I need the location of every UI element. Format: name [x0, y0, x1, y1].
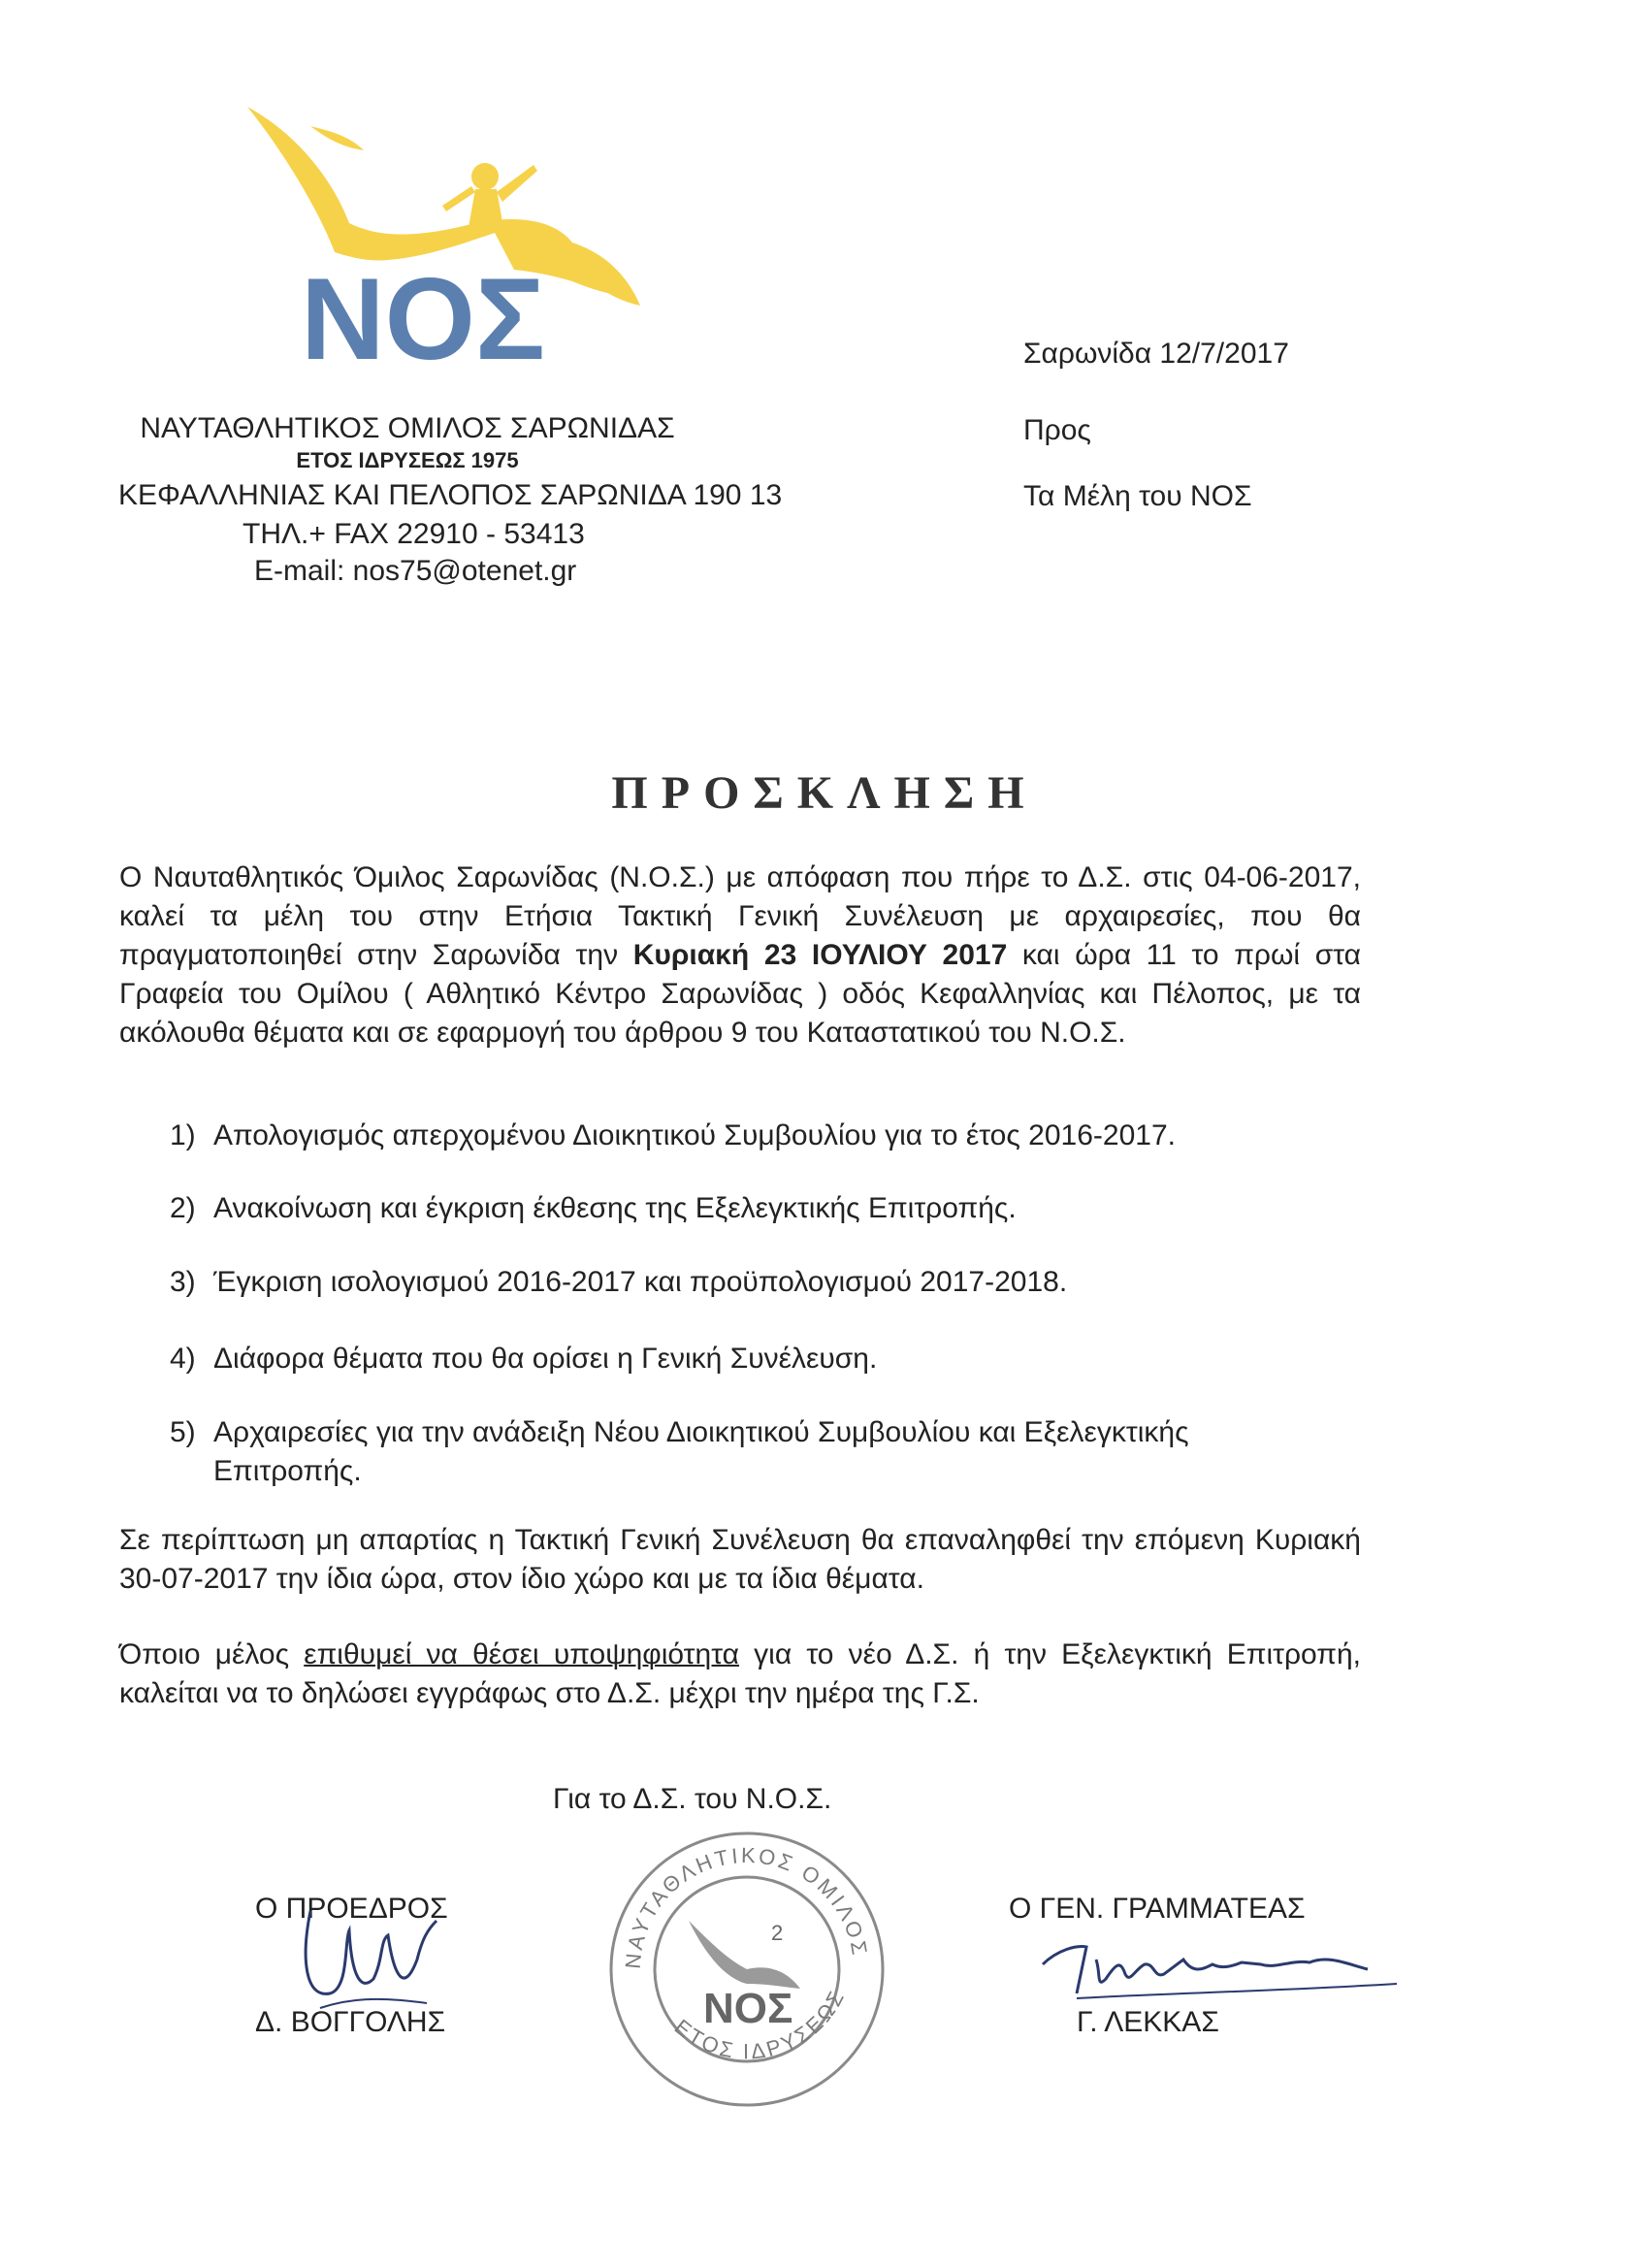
- club-name: ΝΑΥΤΑΘΛΗΤΙΚΟΣ ΟΜΙΛΟΣ ΣΑΡΩΝΙΔΑΣ: [140, 412, 675, 444]
- agenda-item-3: 3) Έγκριση ισολογισμού 2016-2017 και προϋπολογισμού 2017-2018.: [170, 1266, 1068, 1298]
- svg-text:ΝΑΥΤΑΘΛΗΤΙΚΟΣ ΟΜΙΛΟΣ ΣΑΡΩΝΙΔΑΣ: [601, 1824, 873, 1970]
- president-signature: [291, 1901, 446, 2037]
- intro-paragraph: [119, 859, 1361, 1053]
- club-stamp: [601, 1824, 892, 2115]
- president-name: Δ. ΒΟΓΓΟΛΗΣ: [255, 2006, 446, 2038]
- club-email: E-mail: nos75@otenet.gr: [254, 555, 577, 587]
- founded-year: ΕΤΟΣ ΙΔΡΥΣΕΩΣ 1975: [296, 448, 519, 472]
- agenda-item-2: 2) Ανακοίνωση και έγκριση έκθεσης της Εξελεγκτικής Επιτροπής.: [170, 1192, 1017, 1224]
- club-address: ΚΕΦΑΛΛΗΝΙΑΣ ΚΑΙ ΠΕΛΟΠΟΣ ΣΑΡΩΝΙΔΑ 190 13: [118, 479, 783, 511]
- intro-text-cont: και ώρα 11 το πρωί στα Γραφεία του Ομίλου ( Αθλητικό Κέντρο Σαρωνίδας ) οδός Κεφαλληνίας και Πέλοπος, με τα ακόλουθα θέματα και σε εφαρμογή του άρθρου 9 του Καταστατικού του Ν.Ο.Σ.: [119, 939, 1362, 1049]
- club-phone: ΤΗΛ.+ FAX 22910 - 53413: [242, 518, 585, 550]
- logo-text: ΝΟΣ: [301, 254, 546, 369]
- secretary-title: Ο ΓΕΝ. ΓΡΑΜΜΑΤΕΑΣ: [1009, 1893, 1306, 1925]
- agenda-item-1: 1) Απολογισμός απερχομένου Διοικητικού Συμβουλίου για το έτος 2016-2017.: [170, 1119, 1176, 1151]
- meeting-date: Κυριακή 23 ΙΟΥΛΙΟΥ 2017: [632, 939, 1008, 971]
- stamp-center-text: ΝΟΣ: [703, 1985, 793, 2032]
- president-title: Ο ΠΡΟΕΔΡΟΣ: [255, 1893, 448, 1925]
- intro-text: Ο Ναυταθλητικός Όμιλος Σαρωνίδας (Ν.Ο.Σ.) με απόφαση που πήρε το Δ.Σ. στις 04-06-2017, καλεί τα μέλη του στην Ετήσια Τακτική Γενική Συνέλευση με αρχαιρεσίες, που θα πραγματοποιηθεί στην Σαρωνίδα την: [119, 861, 1361, 971]
- stamp-ring-text: ΝΑΥΤΑΘΛΗΤΙΚΟΣ ΟΜΙΛΟΣ: [620, 1842, 873, 1970]
- agenda-item-4: 4) Διάφορα θέματα που θα ορίσει η Γενική Συνέλευση.: [170, 1343, 878, 1375]
- letter-date: Σαρωνίδα 12/7/2017: [1023, 338, 1289, 370]
- club-logo: [242, 97, 669, 369]
- stamp-number: 2: [771, 1921, 784, 1945]
- candidacy-underlined: επιθυμεί να θέσει υποψηφιότητα: [304, 1638, 739, 1670]
- candidacy-paragraph: Όποιο μέλος επιθυμεί να θέσει υποψηφιότητα για το νέο Δ.Σ. ή την Εξελεγκτική Επιτροπή, καλείται να το δηλώσει εγγράφως στο Δ.Σ. μέχρι την ημέρα της Γ.Σ.: [119, 1638, 1362, 1709]
- closing-line: Για το Δ.Σ. του Ν.Ο.Σ.: [553, 1783, 832, 1815]
- secretary-name: Γ. ΛΕΚΚΑΣ: [1077, 2006, 1219, 2038]
- secretary-signature: [1038, 1926, 1406, 2013]
- agenda-item-5: 5) Αρχαιρεσίες για την ανάδειξη Νέου Διοικητικού Συμβουλίου και Εξελεγκτικής Επιτροπής.: [170, 1416, 1189, 1487]
- quorum-paragraph: Σε περίπτωση μη απαρτίας η Τακτική Γενική Συνέλευση θα επαναληφθεί την επόμενη Κυριακή 30-07-2017 την ίδια ώρα, στον ίδιο χώρο και με τα ίδια θέματα.: [119, 1524, 1361, 1595]
- recipient-to: Προς: [1023, 414, 1091, 446]
- document-title: ΠΡΟΣΚΛΗΣΗ: [611, 767, 1038, 819]
- stamp-bottom-text: ΕΤΟΣ ΙΔΡΥΣΕΩΣ: [669, 1985, 851, 2064]
- recipient-members: Τα Μέλη του ΝΟΣ: [1023, 480, 1252, 512]
